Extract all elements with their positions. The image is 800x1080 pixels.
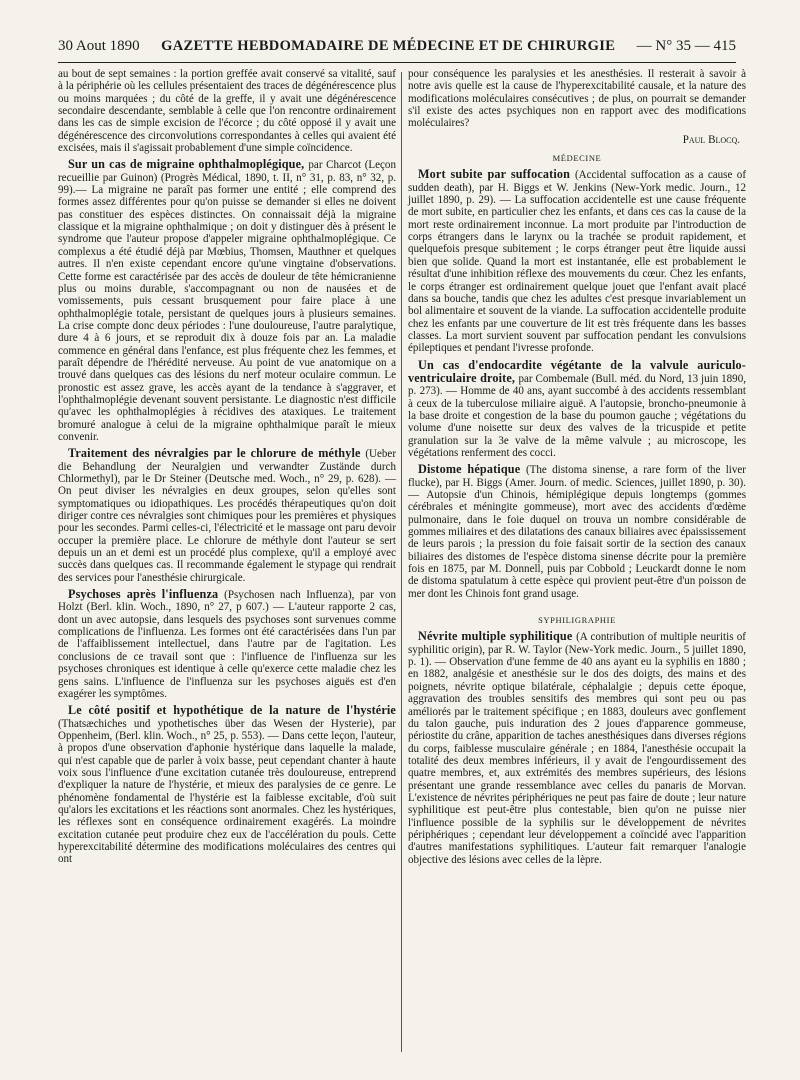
- article-title: Sur un cas de migraine ophthalmoplégique,: [68, 157, 309, 172]
- issue-date: 30 Aout 1890: [58, 38, 140, 54]
- article-title: Mort subite par suffocation: [418, 167, 575, 182]
- article-title: Psychoses après l'influenza: [68, 587, 225, 602]
- left-column: [58, 68, 396, 866]
- article-distome: [408, 463, 746, 600]
- right-column: [408, 68, 746, 866]
- article-body: (The distoma sinense, a rare form of the liver flucke), par H. Biggs (Amer. Journ. of medic. Sciences, juillet 1890, p. 30). — Autopsie d'un Chinois, hémiplégique depuis longtemps (gommes cérébrales et méningite gommeuse), mort avec des accidents d'œdème pulmonaire, dans le foie duquel on trouva un nombre considérable de gommes miliaires et des dilatations des canaux biliaires avec épaississement de leurs parois ; la pression du foie faisait sortir de la section des canaux biliaires des distomes de l'espèce distoma sinense décrite pour la première fois en 1875, par M. Donnell, puis par Cobbold ; Leuckardt donne le nom de distoma spatulatum à cette espèce qui provient peut-être d'un poisson de mer dont les Chinois font grand usage.: [408, 464, 746, 600]
- article-nevralgies: [58, 447, 396, 584]
- article-body: (Ueber die Behandlung der Neuralgien und verwandter Zustände durch Chlormethyl), par le Dr Steiner (Deutsche med. Woch., n° 29, p. 628). — On peut diviser les névralgies en deux groupes, selon qu'elles sont symptomatiques ou idiopathiques. Les procédés thérapeutiques qu'on doit diriger contre ces névralgies sont chimiques pour les premières et physiques pour les secondes. Parmi celles-ci, l'électricité et le massage ont paru devoir occuper la première place. Le chlorure de méthyle dont l'auteur se sert depuis un an et demi est un procédé plus complexe, qu'il a employé avec succès dans quelques cas. Il recommande également le stypage qui rendrait des services pour l'anesthésie chirurgicale.: [58, 448, 396, 584]
- article-body: (Accidental suffocation as a cause of sudden death), par H. Biggs et W. Jenkins (New-York medic. Journ., 12 juillet 1890, p. 29). — La suffocation accidentelle est une cause fréquente de mort subite, en particulier chez les enfants, et dans ces cas la cause de la mort reste ordinairement inconnue. La mort produite par l'introduction de corps étrangers dans le larynx ou la trachée se produit rapidement, et quelquefois presque subitement ; le corps étranger peut être liquide aussi bien que solide. Quand la mort est instantanée, elle est probablement le résultat d'une inhibition réflexe des mouvements du cœur. Chez les enfants, le corps étranger est ordinairement quelque jouet que l'enfant avait placé dans sa bouche, tandis que chez les adultes c'est presque invariablement un bol alimentaire et souvent de la viande. La suffocation accidentelle produite chez les enfants par une couverture de lit est très fréquente dans les basses classes. La mort survient souvent par suffocation pendant les convulsions épileptiques et pendant l'ivresse profonde.: [408, 169, 746, 355]
- article-migraine: [58, 158, 396, 443]
- article-body: (A contribution of multiple neuritis of syphilitic origin), par R. W. Taylor (New-York medic. Journ., 5 juillet 1890, p. 1). — Observation d'une femme de 40 ans ayant eu la syphilis en 1880 ; en 1882, analgésie et anesthésie sur le dos des doigts, des mains et des poignets, névrite optique bilatérale, céphalalgie ; depuis cette époque, aggravation des troubles sensitifs des membres qui sont peu ou pas améliorés par le traitement spécifique ; en 1883, douleurs avec gonflement du talon gauche, puis induration des 2 joues d'apparence gommeuse, périostite du crâne, apparition de taches anesthésiques dans diverses régions du corps, faiblesse musculaire générale ; en 1884, l'anesthésie occupait la totalité des deux membres inférieurs, il y avait de l'engourdissement des quatre membres, et, aux extrémités des membres supérieurs, des lésions présentant une grande ressemblance avec celles du panaris de Morvan. L'existence de névrites périphériques ne peut pas faire de doute ; leur nature syphilitique est peut-être plus contestable, bien qu'on ne puisse nier l'influence possible de la syphilis sur le développement de névrites périphériques ; cependant leur développement a coïncidé avec l'apparition d'autres manifestations syphilitiques. L'auteur fait remarquer l'analogie objective des lésions avec celles de la lèpre.: [408, 631, 746, 866]
- page-header: [58, 38, 736, 63]
- section-heading-syphiligraphie: SYPHILIGRAPHIE: [538, 615, 616, 626]
- intro-paragraph: au bout de sept semaines : la portion greffée avait conservé sa vitalité, sauf à la périphérie où les cellules présentaient des traces de dégénérescence plus ou moins marquées ; du côté de la greffe, il y avait une dégénérescence secondaire descendante, semblable à celle que l'on rencontre ordinairement dans les cas de simple excision de l'écorce ; du côté opposé il y avait une dégénérescence des circonvolutions correspondantes à celles qui avaient été excisées, mais il s'agissait probablement d'une simple coïncidence.: [58, 68, 396, 155]
- article-title: Un cas d'endocardite végétante de la valvule auriculo-ventriculaire droite,: [408, 357, 746, 385]
- section-heading-medecine: MÉDECINE: [552, 153, 602, 164]
- article-body: (Psychosen nach Influenza), par von Holzt (Berl. klin. Woch., 1890, n° 27, p 607.) — L'auteur rapporte 2 cas, dont un avec autopsie, dans lesquels des psychoses sont survenues comme complications de l'influenza. Les formes ont été caractérisées dans l'un par de l'affaiblissement intellectuel, dans l'autre par de l'agitation. Les conclusions de ce travail sont que : l'influence de l'influenza sur les psychoses chroniques est identique à celle qu'exerce cette maladie chez les gens sains. L'influence de l'influenza sur les psychoses aiguës est d'en exagérer les symptômes.: [58, 589, 396, 700]
- journal-title: GAZETTE HEBDOMADAIRE DE MÉDECINE ET DE CHIRURGIE: [161, 38, 616, 54]
- article-mort-subite: [408, 168, 746, 354]
- issue-page-number: — N° 35 — 415: [636, 38, 736, 54]
- article-body: (Thatsæchiches und ypothetisches über das Wesen der Hysterie), par Oppenheim, (Berl. klin. Woch., n° 25, p. 553). — Dans cette leçon, l'auteur, à propos d'une observation d'aphonie hystérique dans laquelle la malade, qui n'est capable que de parler à voix basse, peut cependant chanter à haute voix sous l'influence d'une excitation cutanée très douloureuse, entreprend d'expliquer la nature de l'hystérie, et mieux des paralysies de ce genre. Le phénomène fondamental de l'hystérie est la faiblesse excitable, d'où suit qu'alors les excitations et les réactions sont anormales. Chez les hystériques, les réflexes sont en conséquence ordinairement exagérés. La moindre excitation cutanée peut produire chez eux de l'accélération du pouls. Cette hyperexcitabilité détermine des modifications moléculaires des centres qui ont: [58, 717, 396, 866]
- article-title: Distome hépatique: [418, 462, 526, 477]
- article-title: Traitement des névralgies par le chlorure de méthyle: [68, 446, 366, 461]
- author-signature: Paul Blocq.: [682, 133, 740, 146]
- continuation-paragraph: pour conséquence les paralysies et les anesthésies. Il resterait à savoir à notre avis quelle est la cause de l'hyperexcitabilité causale, et la nature des modifications moléculaires consécutives ; de plus, on pourrait se demander s'il existe des actes psychiques non en rapport avec des modifications moléculaires?: [408, 68, 746, 130]
- article-endocardite: [408, 359, 746, 460]
- article-body: par Combemale (Bull. méd. du Nord, 13 juin 1890, p. 273). — Homme de 40 ans, ayant succombé à des accidents ressemblant à ceux de la tuberculose miliaire aiguë. A l'autopsie, broncho-pneumonie à la base droite et congestion de la base du poumon gauche ; végétations du volume d'une noisette sur deux des valves de la tricuspide et petite granulation sur la 3e valve de la même valvule ; au microscope, les végétations renferment des cocci.: [408, 372, 746, 459]
- article-title: Le côté positif et hypothétique de la nature de l'hystérie: [68, 703, 396, 718]
- article-nevrite: [408, 630, 746, 866]
- article-hysterie: [58, 704, 396, 865]
- column-divider: [401, 72, 402, 1052]
- article-title: Névrite multiple syphilitique: [418, 629, 577, 644]
- article-psychoses: [58, 588, 396, 700]
- article-body: par Charcot (Leçon recueillie par Guinon) (Progrès Médical, 1890, t. II, n° 31, p. 83, n° 32, p. 99).— La migraine ne paraît pas former une entité ; elle comprend des formes assez différentes pour qu'on puisse se demander si elles ne doivent pas constituer des espèces distinctes. On connaissait déjà la migraine classique et la migraine ophthalmique ; on doit y distinguer dès à présent le syndrome que l'auteur propose d'appeler migraine ophthalmoplégique. Ce complexus a été étudié déjà par Mœbius, Thomsen, Mauthner et quelques autres. Il n'en existe cependant encore qu'une vingtaine d'observations. Cette forme est caractérisée par des accès de douleur de tête hémicranienne plus ou moins durable, s'accompagnant ou non de nausées et de vomissements, puis cessant brusquement pour faire place à une ophthalmoplégie totale, persistant de quelques jours à plusieurs semaines. La crise compte donc deux périodes : l'une douloureuse, l'autre paralytique, dure 4 à 6 jours, et se reproduit dix à douze fois par an. La maladie commence en général dans l'enfance, est plus fréquente chez les femmes, et paraît dépendre de l'hérédité nerveuse. Au point de vue anatomique on a trouvé dans quelques cas des lésions du nerf moteur oculaire commun. Le pronostic est assez grave, les accès ayant de la tendance à s'aggraver, et l'ophthalmoplégie devenant souvent persistante. Le diagnostic n'est difficile qu'avec les ophthalmoplégies à récidives des ataxiques. Le traitement bromuré analogue à celui de la migraine ophthalmique paraît le mieux convenir.: [58, 159, 396, 443]
